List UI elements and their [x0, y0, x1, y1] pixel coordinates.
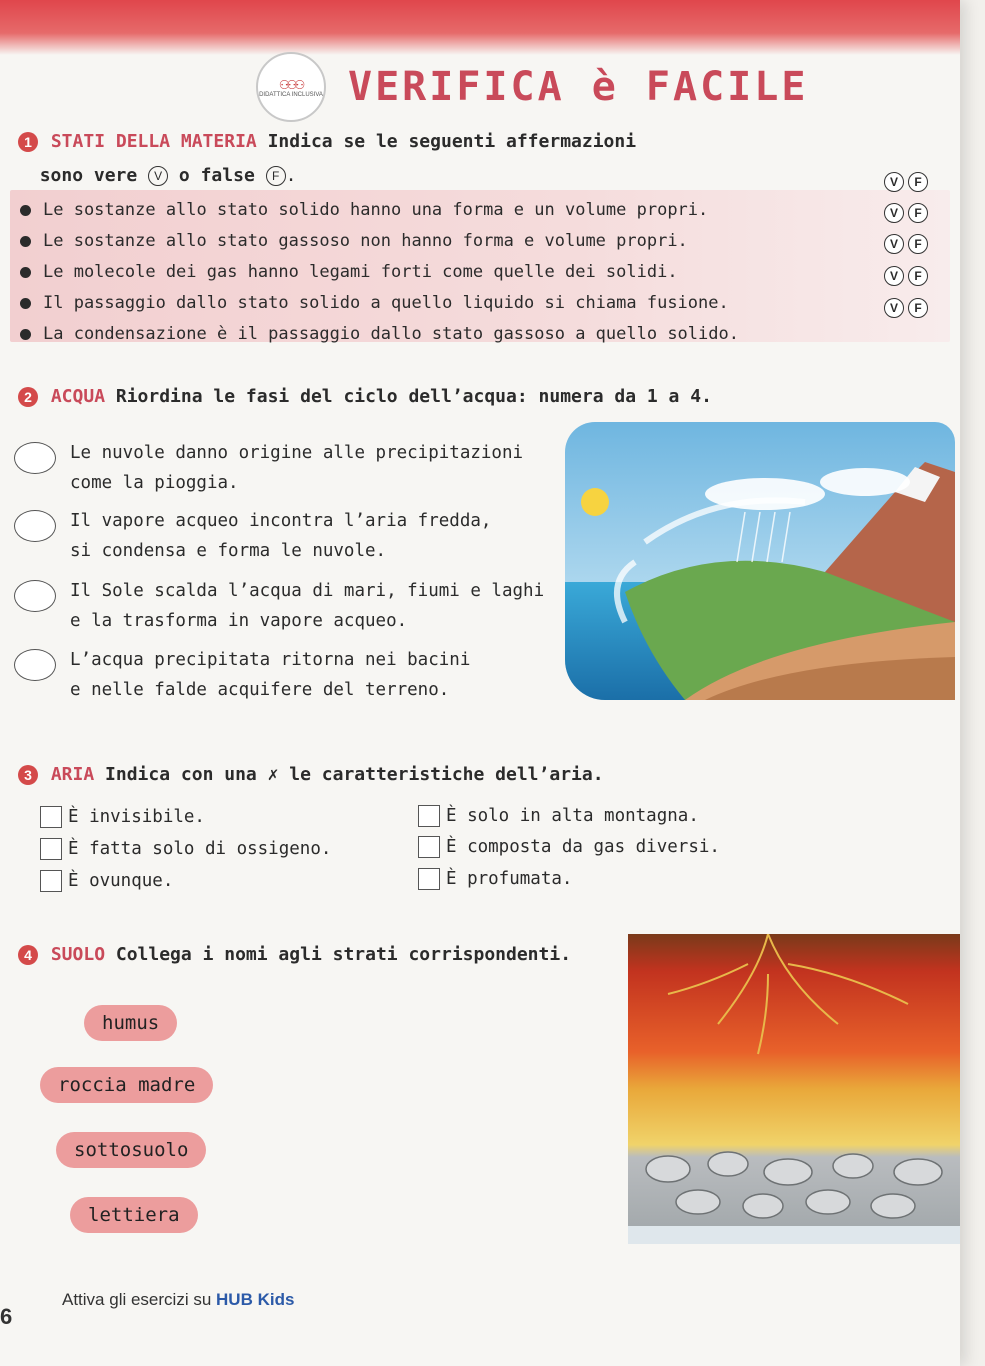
statement-text: Le sostanze allo stato solido hanno una forma e un volume propri.	[43, 200, 709, 220]
order-text-line: Il Sole scalda l’acqua di mari, fiumi e laghi	[70, 581, 545, 601]
air-option	[40, 838, 331, 860]
order-text-line: Il vapore acqueo incontra l’aria fredda,	[70, 511, 492, 531]
statement-text: Il passaggio dallo stato solido a quello liquido si chiama fusione.	[43, 293, 729, 313]
checkbox[interactable]	[40, 838, 62, 860]
soil-label[interactable]: sottosuolo	[56, 1132, 206, 1168]
top-decoration	[0, 0, 960, 55]
v-option[interactable]: V	[884, 266, 904, 286]
section-number: 4	[18, 945, 38, 965]
option-text: È composta da gas diversi.	[446, 837, 720, 857]
order-number-field[interactable]	[14, 580, 56, 612]
section4-heading	[18, 944, 571, 965]
section-instruction: Riordina le fasi del ciclo dell’acqua: numera da 1 a 4.	[115, 386, 712, 407]
order-item	[14, 506, 491, 566]
order-number-field[interactable]	[14, 442, 56, 474]
v-option[interactable]: V	[884, 298, 904, 318]
order-text-line: si condensa e forma le nuvole.	[70, 541, 387, 561]
page-title: VERIFICA è FACILE	[348, 64, 809, 110]
section-number: 2	[18, 387, 38, 407]
statement-text: La condensazione è il passaggio dallo stato gassoso a quello solido.	[43, 324, 739, 344]
v-option[interactable]: V	[884, 172, 904, 192]
statement-row	[20, 231, 688, 251]
order-item	[14, 645, 470, 705]
air-option	[40, 806, 205, 828]
order-number-field[interactable]	[14, 649, 56, 681]
order-text-line: Le nuvole danno origine alle precipitazioni	[70, 443, 524, 463]
order-text-line: L’acqua precipitata ritorna nei bacini	[70, 650, 471, 670]
order-text-line: e nelle falde acquifere del terreno.	[70, 680, 450, 700]
didattica-inclusiva-logo	[256, 52, 326, 122]
air-option	[418, 868, 572, 890]
checkbox[interactable]	[418, 868, 440, 890]
section-instruction: Collega i nomi agli strati corrispondenti.	[115, 944, 572, 965]
bullet-icon	[20, 329, 31, 340]
statement-text: Le sostanze allo stato gassoso non hanno forma e volume propri.	[43, 231, 688, 251]
checkbox[interactable]	[40, 806, 62, 828]
footer-text: Attiva gli esercizi su	[62, 1290, 212, 1309]
option-text: È ovunque.	[68, 871, 174, 891]
vf-choice	[884, 298, 928, 318]
bullet-icon	[20, 298, 31, 309]
bullet-icon	[20, 205, 31, 216]
order-item	[14, 438, 523, 498]
statement-row	[20, 324, 739, 344]
section-number: 3	[18, 765, 38, 785]
bullet-icon	[20, 267, 31, 278]
section-number: 1	[18, 132, 38, 152]
section-topic: SUOLO	[50, 944, 106, 965]
air-option	[418, 805, 699, 827]
f-option[interactable]: F	[908, 266, 928, 286]
statement-text: Le molecole dei gas hanno legami forti come quelle dei solidi.	[43, 262, 678, 282]
vf-choice	[884, 172, 928, 192]
order-text-line: come la pioggia.	[70, 473, 239, 493]
vf-choice	[884, 266, 928, 286]
bullet-icon	[20, 236, 31, 247]
f-option[interactable]: F	[908, 172, 928, 192]
statement-row	[20, 200, 708, 220]
order-number-field[interactable]	[14, 510, 56, 542]
soil-label[interactable]: roccia madre	[40, 1067, 213, 1103]
option-text: È invisibile.	[68, 807, 205, 827]
page-number: 6	[0, 1304, 13, 1329]
statement-row	[20, 293, 729, 313]
section-topic: ACQUA	[50, 386, 106, 407]
order-item	[14, 576, 544, 636]
section1-heading: 1 STATI DELLA MATERIA Indica se le seguenti affermazioni sono vere V o false F .	[18, 125, 718, 193]
option-text: È profumata.	[446, 869, 573, 889]
people-icon: ⚇⚇⚇	[279, 73, 303, 93]
order-text-line: e la trasforma in vapore acqueo.	[70, 611, 408, 631]
air-option	[418, 836, 720, 858]
section-instruction-or: o false	[178, 165, 255, 186]
section3-heading	[18, 764, 604, 785]
hub-kids-link[interactable]: HUB Kids	[216, 1290, 295, 1309]
soil-label[interactable]: lettiera	[70, 1197, 198, 1233]
v-option[interactable]: V	[884, 234, 904, 254]
section-topic: ARIA	[50, 764, 95, 785]
section-instruction: Indica con una ✗ le caratteristiche dell’aria.	[105, 764, 604, 785]
section-instruction: Indica se le seguenti affermazioni	[267, 131, 637, 152]
v-option[interactable]: V	[884, 203, 904, 223]
section2-heading	[18, 386, 712, 407]
option-text: È solo in alta montagna.	[446, 806, 699, 826]
v-symbol: V	[148, 166, 168, 186]
f-option[interactable]: F	[908, 203, 928, 223]
checkbox[interactable]	[40, 870, 62, 892]
vf-choice	[884, 203, 928, 223]
f-option[interactable]: F	[908, 298, 928, 318]
checkbox[interactable]	[418, 836, 440, 858]
water-cycle-illustration	[565, 422, 955, 700]
section-topic: STATI DELLA MATERIA	[50, 131, 257, 152]
statement-row	[20, 262, 678, 282]
air-option	[40, 870, 173, 892]
checkbox[interactable]	[418, 805, 440, 827]
f-symbol: F	[266, 166, 286, 186]
section-instruction-b: sono vere	[39, 165, 138, 186]
footer	[62, 1290, 294, 1310]
vf-choice	[884, 234, 928, 254]
soil-layers-illustration	[628, 934, 960, 1244]
page-header	[256, 52, 808, 122]
option-text: È fatta solo di ossigeno.	[68, 839, 332, 859]
f-option[interactable]: F	[908, 234, 928, 254]
logo-text: DIDATTICA INCLUSIVA	[259, 91, 323, 98]
soil-label[interactable]: humus	[84, 1005, 177, 1041]
